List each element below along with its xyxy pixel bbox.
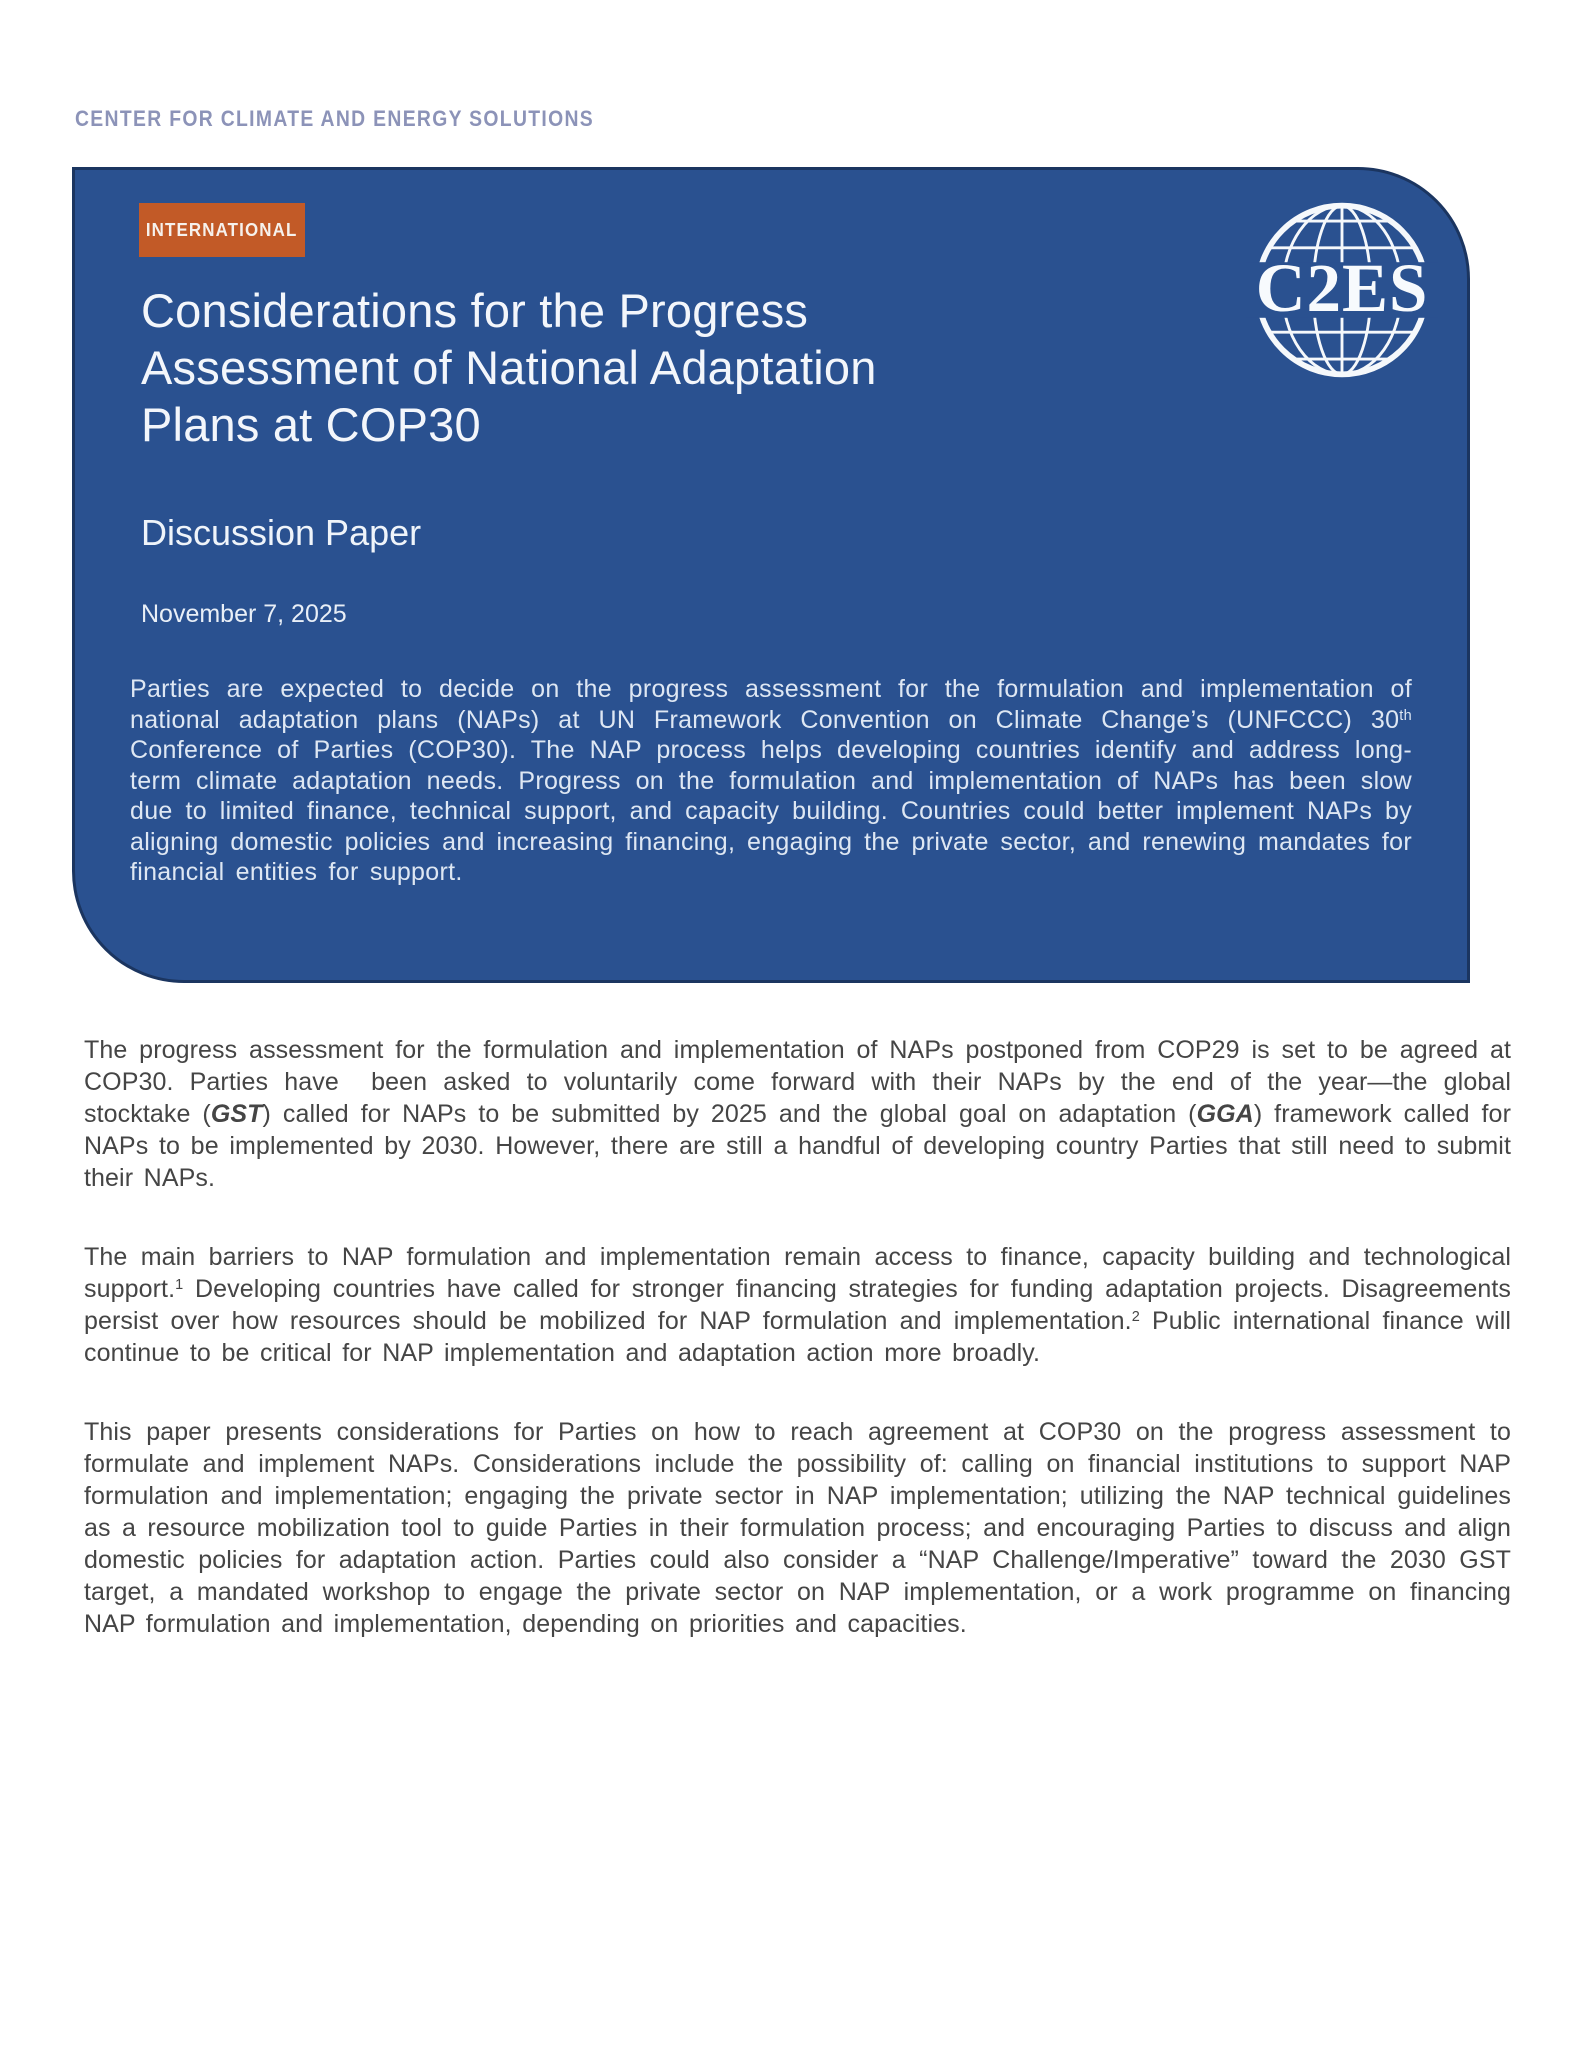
abstract-text: Parties are expected to decide on the progress assessment for the formulation and implementation of national adaptation plans (NAPs) at UN Framework Convention on Climate Change’s (UNFCCC) 30 xyxy=(130,675,1412,734)
abstract-ordinal-superscript: th xyxy=(1399,708,1412,725)
title-line-3: Plans at COP30 xyxy=(141,398,481,451)
paragraph-1 xyxy=(84,1034,1511,1194)
paragraph-1-text: The progress assessment for the formulation and implementation of NAPs postponed from COP29 is set to be agreed at COP30. Parties have been asked to voluntarily come forward with their NAPs by the end of the year—the global stocktake ( xyxy=(84,1036,1511,1128)
footnote-marker-2: 2 xyxy=(1131,1309,1140,1326)
paragraph-1-text: ) called for NAPs to be submitted by 2025 and the global goal on adaptation ( xyxy=(262,1100,1197,1128)
body-text xyxy=(84,1034,1511,1687)
paragraph-2-text: Public international finance will continue to be critical for NAP implementation and adaptation action more broadly. xyxy=(84,1307,1511,1367)
brand-header: CENTER FOR CLIMATE AND ENERGY SOLUTIONS xyxy=(75,106,595,131)
c2es-globe-logo-icon xyxy=(1246,198,1438,382)
category-badge-label: INTERNATIONAL xyxy=(146,219,298,240)
paragraph-2-text: The main barriers to NAP formulation and implementation remain access to finance, capacity building and technological support. xyxy=(84,1243,1511,1303)
hero-card xyxy=(72,167,1470,983)
paper-date: November 7, 2025 xyxy=(141,600,347,628)
gst-acronym: GST xyxy=(210,1100,263,1128)
paragraph-1-text: ) framework called for NAPs to be implemented by 2030. However, there are still a handful of developing country Parties that still need to submit their NAPs. xyxy=(84,1100,1511,1192)
abstract-paragraph xyxy=(130,674,1412,888)
paragraph-2-text: Developing countries have called for stronger financing strategies for funding adaptation projects. Disagreements persist over how resources should be mobilized for NAP formulation and implementation. xyxy=(84,1275,1511,1335)
paragraph-3: This paper presents considerations for Parties on how to reach agreement at COP30 on the progress assessment to formulate and implement NAPs. Considerations include the possibility of: calling on financial institutions to support NAP formulation and implementation; engaging the private sector in NAP implementation; utilizing the NAP technical guidelines as a resource mobilization tool to guide Parties in their formulation process; and encouraging Parties to discuss and align domestic policies for adaptation action. Parties could also consider a “NAP Challenge/Imperative” toward the 2030 GST target, a mandated workshop to engage the private sector on NAP implementation, or a work programme on financing NAP formulation and implementation, depending on priorities and capacities. xyxy=(84,1418,1511,1638)
category-badge xyxy=(139,203,305,257)
c2es-logo-text: C2ES xyxy=(1255,250,1429,327)
title-line-2: Assessment of National Adaptation xyxy=(141,341,877,394)
paper-title xyxy=(141,282,877,453)
paragraph-2 xyxy=(84,1241,1511,1369)
abstract-text: Conference of Parties (COP30). The NAP process helps developing countries identify and address long-term climate adaptation needs. Progress on the formulation and implementation of NAPs has been slow due to limited finance, technical support, and capacity building. Countries could better implement NAPs by aligning domestic policies and increasing financing, engaging the private sector, and renewing mandates for financial entities for support. xyxy=(130,736,1412,886)
title-line-1: Considerations for the Progress xyxy=(141,284,809,337)
gga-acronym: GGA xyxy=(1196,1100,1254,1128)
footnote-marker-1: 1 xyxy=(175,1277,184,1294)
paper-subtitle: Discussion Paper xyxy=(141,512,422,553)
